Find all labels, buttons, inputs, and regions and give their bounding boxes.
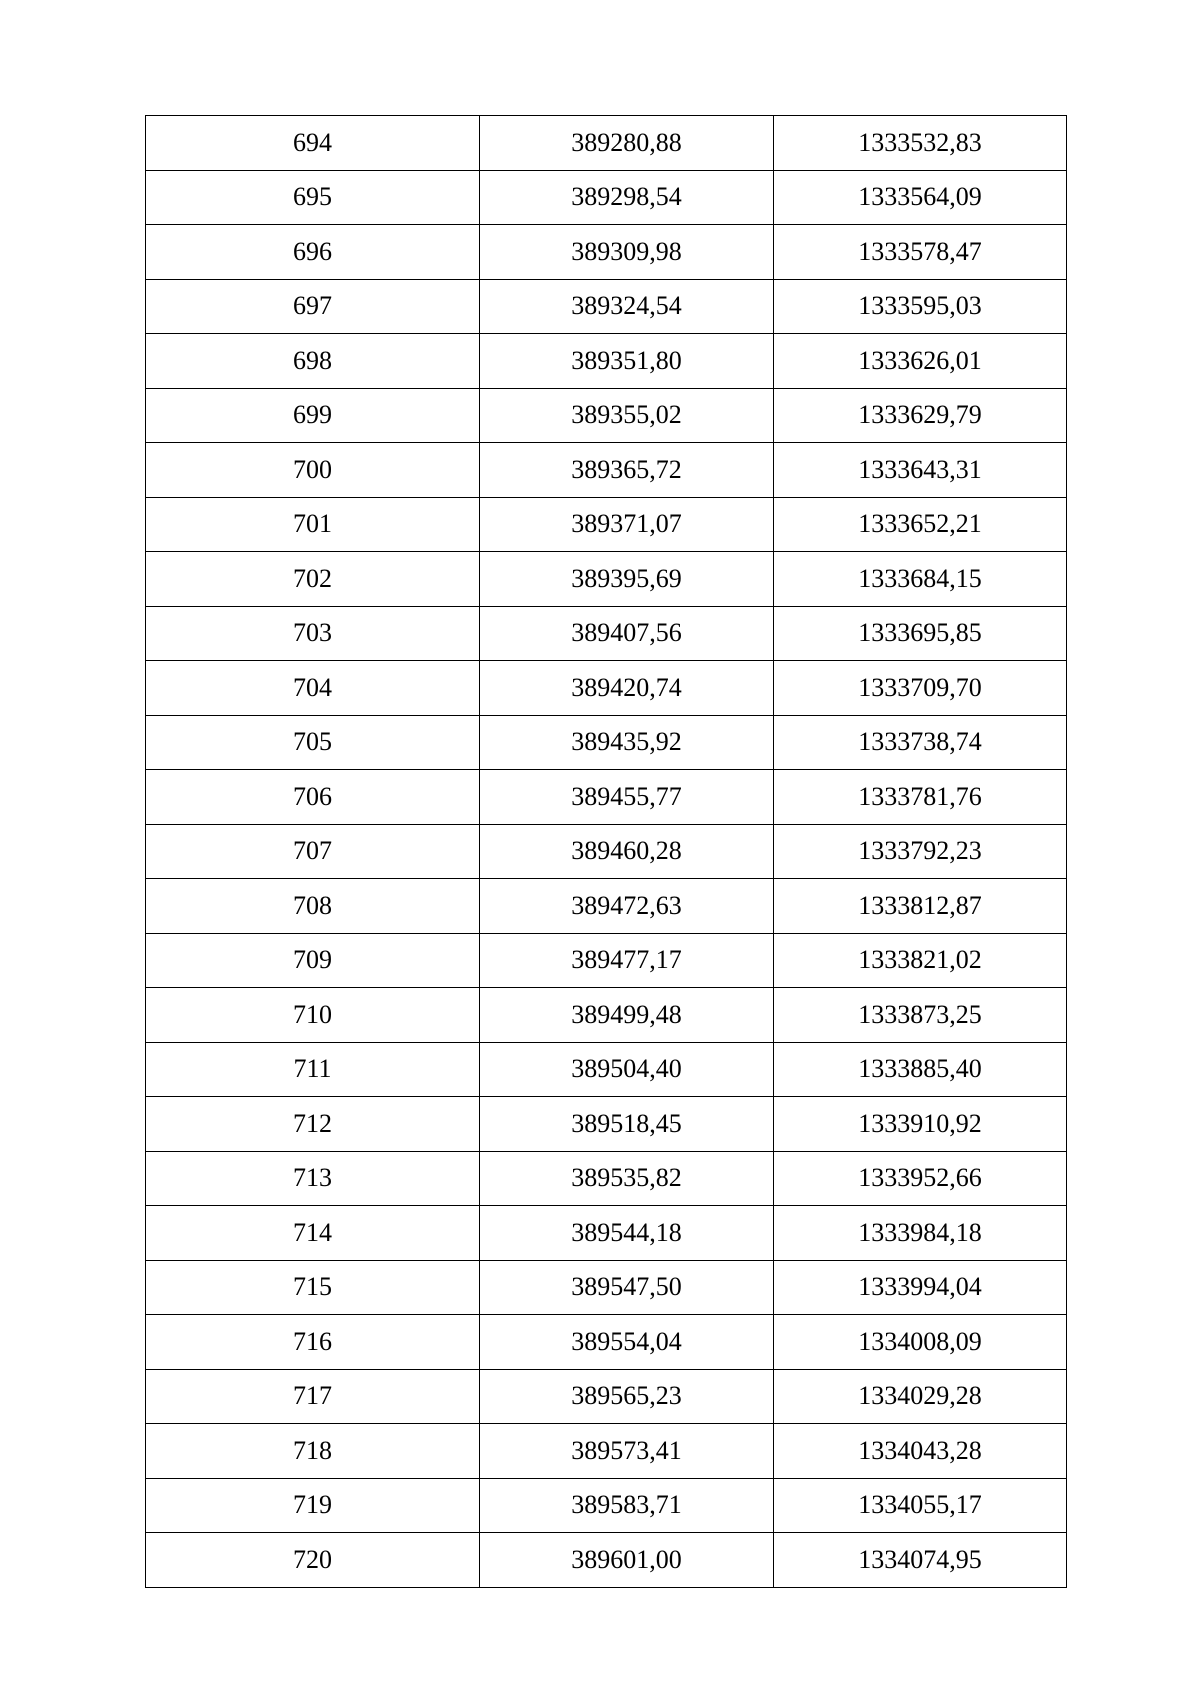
y-coordinate-cell: 1333984,18	[774, 1206, 1067, 1261]
x-coordinate-cell: 389547,50	[480, 1260, 774, 1315]
table-row	[146, 1315, 1067, 1370]
coordinates-table-body	[146, 116, 1067, 1588]
table-row	[146, 715, 1067, 770]
point-number-cell: 704	[146, 661, 480, 716]
table-row	[146, 770, 1067, 825]
point-number-cell: 702	[146, 552, 480, 607]
point-number-cell: 706	[146, 770, 480, 825]
point-number-cell: 708	[146, 879, 480, 934]
table-row	[146, 933, 1067, 988]
y-coordinate-cell: 1333578,47	[774, 225, 1067, 280]
coordinates-table	[145, 115, 1067, 1588]
y-coordinate-cell: 1333709,70	[774, 661, 1067, 716]
x-coordinate-cell: 389355,02	[480, 388, 774, 443]
x-coordinate-cell: 389499,48	[480, 988, 774, 1043]
table-row	[146, 116, 1067, 171]
x-coordinate-cell: 389455,77	[480, 770, 774, 825]
point-number-cell: 713	[146, 1151, 480, 1206]
table-row	[146, 497, 1067, 552]
point-number-cell: 717	[146, 1369, 480, 1424]
table-row	[146, 661, 1067, 716]
table-row	[146, 824, 1067, 879]
point-number-cell: 694	[146, 116, 480, 171]
point-number-cell: 712	[146, 1097, 480, 1152]
y-coordinate-cell: 1333684,15	[774, 552, 1067, 607]
table-row	[146, 225, 1067, 280]
point-number-cell: 709	[146, 933, 480, 988]
y-coordinate-cell: 1333738,74	[774, 715, 1067, 770]
x-coordinate-cell: 389298,54	[480, 170, 774, 225]
point-number-cell: 715	[146, 1260, 480, 1315]
point-number-cell: 703	[146, 606, 480, 661]
point-number-cell: 705	[146, 715, 480, 770]
point-number-cell: 701	[146, 497, 480, 552]
table-row	[146, 1478, 1067, 1533]
point-number-cell: 696	[146, 225, 480, 280]
y-coordinate-cell: 1333885,40	[774, 1042, 1067, 1097]
point-number-cell: 700	[146, 443, 480, 498]
y-coordinate-cell: 1334008,09	[774, 1315, 1067, 1370]
x-coordinate-cell: 389544,18	[480, 1206, 774, 1261]
y-coordinate-cell: 1334055,17	[774, 1478, 1067, 1533]
point-number-cell: 697	[146, 279, 480, 334]
point-number-cell: 710	[146, 988, 480, 1043]
x-coordinate-cell: 389477,17	[480, 933, 774, 988]
table-row	[146, 1260, 1067, 1315]
table-row	[146, 606, 1067, 661]
y-coordinate-cell: 1333781,76	[774, 770, 1067, 825]
y-coordinate-cell: 1333629,79	[774, 388, 1067, 443]
y-coordinate-cell: 1333695,85	[774, 606, 1067, 661]
x-coordinate-cell: 389472,63	[480, 879, 774, 934]
table-row	[146, 1369, 1067, 1424]
point-number-cell: 707	[146, 824, 480, 879]
y-coordinate-cell: 1333595,03	[774, 279, 1067, 334]
point-number-cell: 699	[146, 388, 480, 443]
table-row	[146, 1151, 1067, 1206]
y-coordinate-cell: 1333643,31	[774, 443, 1067, 498]
x-coordinate-cell: 389460,28	[480, 824, 774, 879]
point-number-cell: 714	[146, 1206, 480, 1261]
point-number-cell: 716	[146, 1315, 480, 1370]
table-row	[146, 443, 1067, 498]
y-coordinate-cell: 1333873,25	[774, 988, 1067, 1043]
y-coordinate-cell: 1333821,02	[774, 933, 1067, 988]
x-coordinate-cell: 389395,69	[480, 552, 774, 607]
table-row	[146, 988, 1067, 1043]
table-row	[146, 170, 1067, 225]
x-coordinate-cell: 389565,23	[480, 1369, 774, 1424]
point-number-cell: 720	[146, 1533, 480, 1588]
x-coordinate-cell: 389324,54	[480, 279, 774, 334]
x-coordinate-cell: 389554,04	[480, 1315, 774, 1370]
y-coordinate-cell: 1333652,21	[774, 497, 1067, 552]
x-coordinate-cell: 389601,00	[480, 1533, 774, 1588]
x-coordinate-cell: 389420,74	[480, 661, 774, 716]
x-coordinate-cell: 389280,88	[480, 116, 774, 171]
point-number-cell: 718	[146, 1424, 480, 1479]
table-row	[146, 1533, 1067, 1588]
x-coordinate-cell: 389504,40	[480, 1042, 774, 1097]
x-coordinate-cell: 389518,45	[480, 1097, 774, 1152]
table-row	[146, 1424, 1067, 1479]
table-row	[146, 552, 1067, 607]
point-number-cell: 711	[146, 1042, 480, 1097]
y-coordinate-cell: 1334029,28	[774, 1369, 1067, 1424]
x-coordinate-cell: 389583,71	[480, 1478, 774, 1533]
point-number-cell: 695	[146, 170, 480, 225]
x-coordinate-cell: 389351,80	[480, 334, 774, 389]
table-row	[146, 1097, 1067, 1152]
point-number-cell: 719	[146, 1478, 480, 1533]
y-coordinate-cell: 1333910,92	[774, 1097, 1067, 1152]
y-coordinate-cell: 1333564,09	[774, 170, 1067, 225]
x-coordinate-cell: 389435,92	[480, 715, 774, 770]
y-coordinate-cell: 1334074,95	[774, 1533, 1067, 1588]
table-row	[146, 334, 1067, 389]
x-coordinate-cell: 389535,82	[480, 1151, 774, 1206]
x-coordinate-cell: 389371,07	[480, 497, 774, 552]
x-coordinate-cell: 389407,56	[480, 606, 774, 661]
y-coordinate-cell: 1334043,28	[774, 1424, 1067, 1479]
point-number-cell: 698	[146, 334, 480, 389]
x-coordinate-cell: 389365,72	[480, 443, 774, 498]
table-row	[146, 879, 1067, 934]
x-coordinate-cell: 389309,98	[480, 225, 774, 280]
table-row	[146, 388, 1067, 443]
y-coordinate-cell: 1333952,66	[774, 1151, 1067, 1206]
y-coordinate-cell: 1333792,23	[774, 824, 1067, 879]
y-coordinate-cell: 1333532,83	[774, 116, 1067, 171]
x-coordinate-cell: 389573,41	[480, 1424, 774, 1479]
table-row	[146, 1042, 1067, 1097]
y-coordinate-cell: 1333812,87	[774, 879, 1067, 934]
y-coordinate-cell: 1333994,04	[774, 1260, 1067, 1315]
table-row	[146, 1206, 1067, 1261]
table-row	[146, 279, 1067, 334]
y-coordinate-cell: 1333626,01	[774, 334, 1067, 389]
